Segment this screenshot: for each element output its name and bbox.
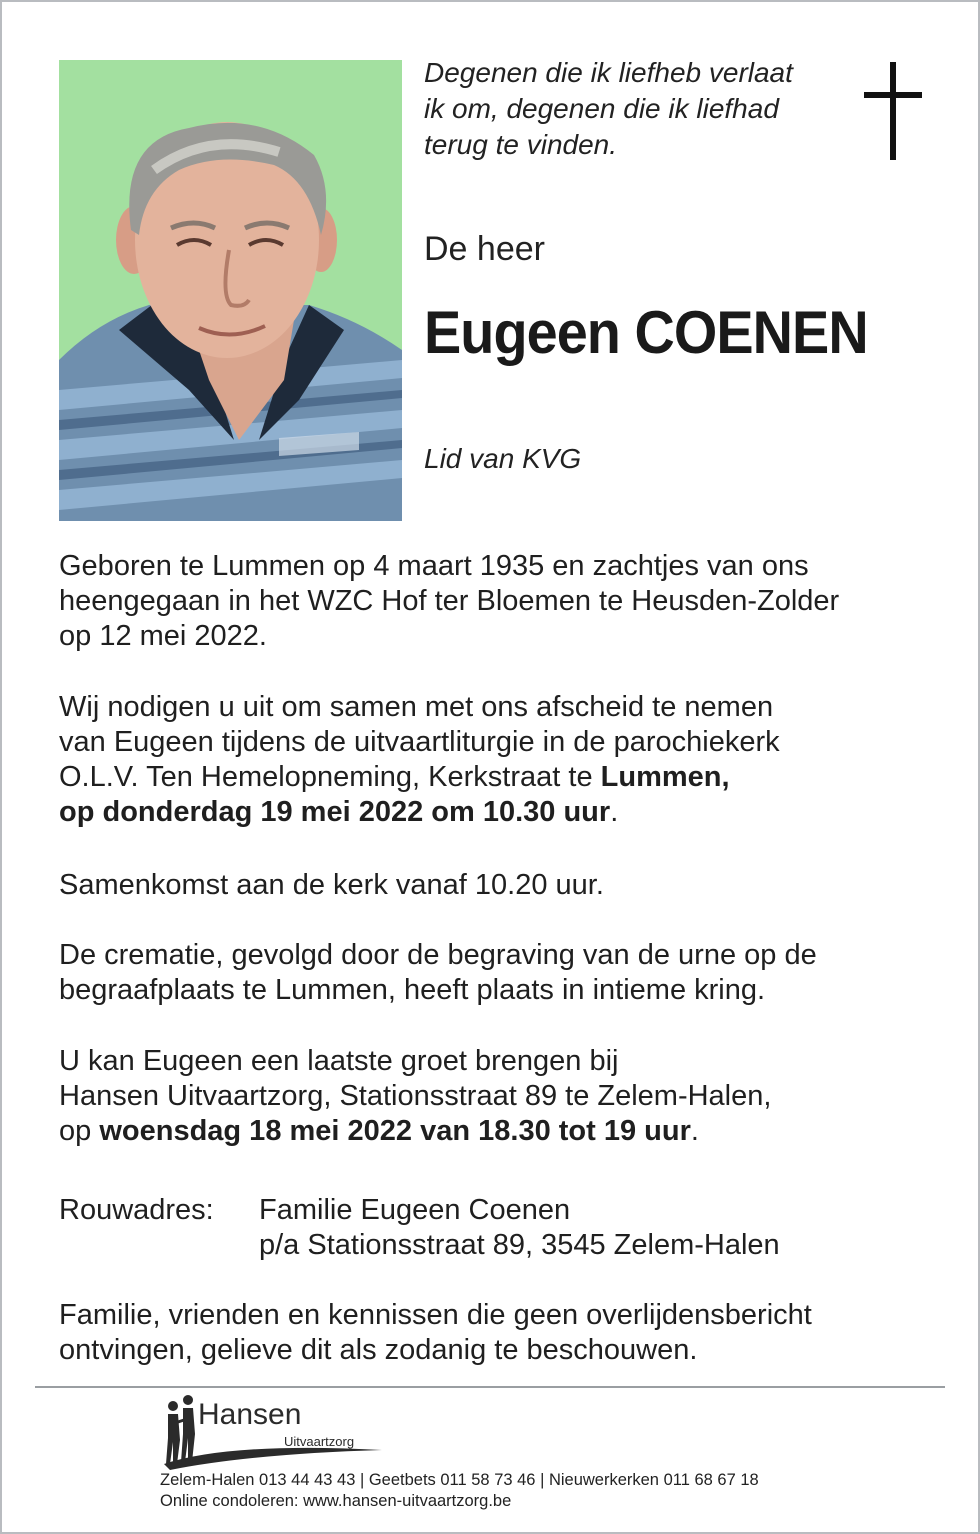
verse-line: terug te vinden. xyxy=(424,129,618,160)
address-line: p/a Stationsstraat 89, 3545 Zelem-Halen xyxy=(259,1229,780,1261)
address-line: Familie Eugeen Coenen xyxy=(259,1194,571,1226)
text-line: van Eugeen tijdens de uitvaartliturgie in de parochiekerk xyxy=(59,726,780,758)
footer-phones: Zelem-Halen 013 44 43 43 | Geetbets 011 58 73 46 | Nieuwerkerken 011 68 67 18 xyxy=(160,1471,759,1489)
visitation-datetime: woensdag 18 mei 2022 van 18.30 tot 19 uur xyxy=(99,1115,691,1147)
text-segment: op xyxy=(59,1115,100,1147)
salutation: De heer xyxy=(424,230,545,268)
text-line: ontvingen, gelieve dit als zodanig te beschouwen. xyxy=(59,1334,698,1366)
closing-paragraph xyxy=(59,1298,939,1368)
text-segment: . xyxy=(690,1115,699,1147)
portrait-illustration xyxy=(59,60,402,521)
text-segment: . xyxy=(610,796,619,828)
footer-online: Online condoleren: www.hansen-uitvaartzorg.be xyxy=(160,1492,512,1510)
deceased-name: Eugeen COENEN xyxy=(424,299,868,366)
text-line xyxy=(59,795,939,830)
text-line: heengegaan in het WZC Hof ter Bloemen te Heusden-Zolder xyxy=(59,585,840,617)
logo-name: Hansen xyxy=(198,1398,302,1431)
logo-subtitle: Uitvaartzorg xyxy=(284,1434,355,1449)
membership: Lid van KVG xyxy=(424,443,582,474)
text-line: begraafplaats te Lummen, heeft plaats in intieme kring. xyxy=(59,974,766,1006)
verse-line: Degenen die ik liefheb verlaat xyxy=(424,57,793,88)
text-line: op 12 mei 2022. xyxy=(59,620,267,652)
mourning-address-label: Rouwadres: xyxy=(59,1194,214,1226)
latin-cross-icon xyxy=(864,62,922,160)
text-line: Hansen Uitvaartzorg, Stationsstraat 89 te Zelem-Halen, xyxy=(59,1080,772,1112)
footer-divider xyxy=(35,1386,945,1388)
funeral-datetime: op donderdag 19 mei 2022 om 10.30 uur xyxy=(59,796,611,828)
birth-paragraph xyxy=(59,549,939,654)
text-segment: O.L.V. Ten Hemelopneming, Kerkstraat te xyxy=(59,761,601,793)
gathering-paragraph xyxy=(59,868,939,903)
text-line: U kan Eugeen een laatste groet brengen bij xyxy=(59,1045,619,1077)
cremation-paragraph xyxy=(59,938,939,1008)
text-line: De crematie, gevolgd door de begraving van de urne op de xyxy=(59,939,817,971)
funeral-place: Lummen, xyxy=(600,761,730,793)
mourning-address-lines xyxy=(259,1193,780,1263)
text-line: Geboren te Lummen op 4 maart 1935 en zachtjes van ons xyxy=(59,550,809,582)
visitation-paragraph xyxy=(59,1044,939,1149)
invitation-paragraph xyxy=(59,690,939,830)
text-line: Wij nodigen u uit om samen met ons afscheid te nemen xyxy=(59,691,774,723)
text-line: Samenkomst aan de kerk vanaf 10.20 uur. xyxy=(59,869,604,901)
verse xyxy=(424,55,854,163)
text-line xyxy=(59,1114,939,1149)
verse-line: ik om, degenen die ik liefhad xyxy=(424,93,779,124)
text-line xyxy=(59,760,939,795)
hansen-logo xyxy=(160,1392,390,1470)
portrait-photo xyxy=(59,60,402,521)
text-line: Familie, vrienden en kennissen die geen overlijdensbericht xyxy=(59,1299,812,1331)
